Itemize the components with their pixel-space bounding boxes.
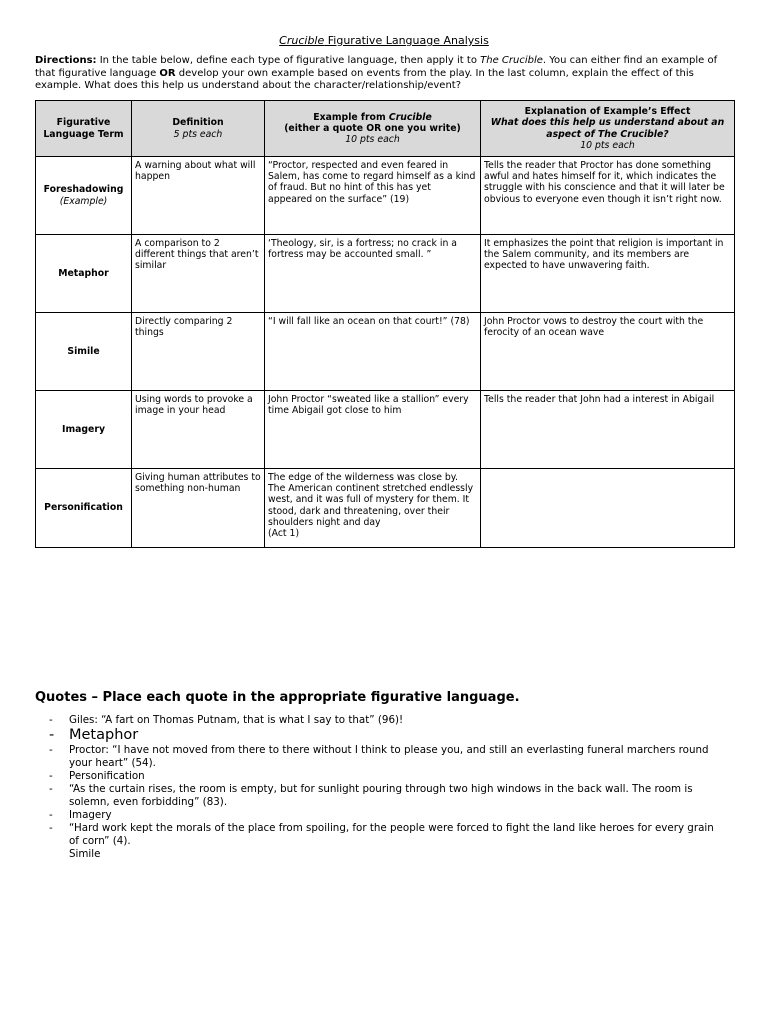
term-label: Foreshadowing xyxy=(43,184,124,196)
header-effect-points: 10 pts each xyxy=(580,139,635,151)
list-item xyxy=(35,809,725,822)
term-label: Metaphor xyxy=(58,267,109,279)
header-effect xyxy=(481,101,735,157)
header-definition xyxy=(132,101,265,157)
table-row xyxy=(36,157,735,235)
list-dash: - xyxy=(49,727,55,743)
header-definition-points: 5 pts each xyxy=(173,128,223,140)
row-effect: Tells the reader that John had a interest in Abigail xyxy=(481,391,735,469)
directions xyxy=(35,55,735,93)
row-example: “Proctor, respected and even feared in Salem, has come to regard himself as a kind of fraud. But no hint of this has yet appeared on the surface” (19) xyxy=(265,157,481,235)
term-label: Personification xyxy=(44,502,123,514)
row-term-simile xyxy=(36,313,132,391)
title-rest: Figurative Language Analysis xyxy=(324,34,489,47)
row-definition: Using words to provoke a image in your head xyxy=(132,391,265,469)
row-definition: Directly comparing 2 things xyxy=(132,313,265,391)
row-example: The edge of the wilderness was close by. The American continent stretched endlessly west, and it was full of mystery for them. It stood, dark and threatening, over their shoulders night and day (Act 1) xyxy=(265,469,481,548)
row-effect: It emphasizes the point that religion is important in the Salem community, and its members are expected to have unwavering faith. xyxy=(481,235,735,313)
list-item xyxy=(35,744,725,770)
row-term-foreshadowing xyxy=(36,157,132,235)
table-row xyxy=(36,313,735,391)
title-italic: Crucible xyxy=(279,34,325,47)
quotes-heading: Quotes – Place each quote in the appropriate figurative language. xyxy=(35,690,520,705)
row-effect: Tells the reader that Proctor has done something awful and hates himself for it, which indicates the struggle with his conscience and that it will later be obvious to everyone even though it isn’t right now. xyxy=(481,157,735,235)
list-item-text: Metaphor xyxy=(69,727,139,743)
list-item-text: “As the curtain rises, the room is empty, but for sunlight pouring through two high windows in the back wall. The room is solemn, even forbidding” (83). xyxy=(69,783,693,808)
row-term-personification xyxy=(36,469,132,548)
directions-text-1: In the table below, define each type of figurative language, then apply it to xyxy=(96,55,481,66)
list-item-text: Giles: “A fart on Thomas Putnam, that is what I say to that” (96)! xyxy=(69,714,404,726)
table-row xyxy=(36,235,735,313)
list-dash: - xyxy=(49,783,53,795)
header-example-subtitle: (either a quote OR one you write) xyxy=(284,122,461,134)
row-effect xyxy=(481,469,735,548)
list-dash: - xyxy=(49,770,53,782)
list-item xyxy=(35,783,725,809)
header-effect-question: What does this help us understand about an aspect of The Crucible? xyxy=(490,117,725,140)
row-example: John Proctor “sweated like a stallion” every time Abigail got close to him xyxy=(265,391,481,469)
page-title xyxy=(0,34,768,47)
row-definition: Giving human attributes to something non-human xyxy=(132,469,265,548)
list-item-text: Imagery xyxy=(69,809,112,821)
table-row xyxy=(36,469,735,548)
header-example-label: Example from xyxy=(313,111,389,123)
row-example: ‘Theology, sir, is a fortress; no crack in a fortress may be accounted small. ” xyxy=(265,235,481,313)
header-example xyxy=(265,101,481,157)
row-effect: John Proctor vows to destroy the court with the ferocity of an ocean wave xyxy=(481,313,735,391)
table-header-row xyxy=(36,101,735,157)
directions-text-3: develop your own example based on events from the play. In the last column, explain the effect of this example. What does this help us understand about the character/relationship/event? xyxy=(35,67,694,91)
quotes-list xyxy=(35,714,725,861)
header-term xyxy=(36,101,132,157)
directions-text-2: . You can either find an example of that figurative language xyxy=(35,55,718,79)
list-dash: - xyxy=(49,822,53,834)
list-dash: - xyxy=(49,744,53,756)
row-term-metaphor xyxy=(36,235,132,313)
header-example-italic: Crucible xyxy=(388,111,432,123)
directions-or: OR xyxy=(159,67,176,79)
list-item xyxy=(35,822,725,848)
header-effect-label: Explanation of Example’s Effect xyxy=(524,106,691,118)
list-item-text: “Hard work kept the morals of the place from spoiling, for the people were forced to fight the land like heroes for every grain of corn” (4). xyxy=(69,822,714,847)
row-term-imagery xyxy=(36,391,132,469)
row-definition: A comparison to 2 different things that aren’t similar xyxy=(132,235,265,313)
term-label: Simile xyxy=(67,345,100,357)
list-item xyxy=(35,727,725,744)
list-item xyxy=(35,714,725,727)
table-row xyxy=(36,391,735,469)
list-item-text: Proctor: “I have not moved from there to there without I think to please you, and still an everlasting funeral marchers round your heart” (54). xyxy=(69,744,709,769)
figurative-language-table xyxy=(35,100,735,548)
list-dash: - xyxy=(49,809,53,821)
term-label: Imagery xyxy=(61,423,106,435)
list-dash: - xyxy=(49,714,53,726)
list-item xyxy=(35,848,725,861)
directions-label: Directions: xyxy=(35,55,97,66)
header-term-label: Figurative Language Term xyxy=(43,117,124,140)
directions-play-title: The Crucible xyxy=(480,55,543,66)
row-definition: A warning about what will happen xyxy=(132,157,265,235)
header-example-points: 10 pts each xyxy=(345,134,400,146)
list-item-text: Personification xyxy=(69,770,145,782)
term-note: (Example) xyxy=(59,195,108,207)
header-definition-label: Definition xyxy=(172,117,224,129)
list-item xyxy=(35,770,725,783)
row-example: “I will fall like an ocean on that court!” (78) xyxy=(265,313,481,391)
list-item-text: Simile xyxy=(69,848,101,860)
